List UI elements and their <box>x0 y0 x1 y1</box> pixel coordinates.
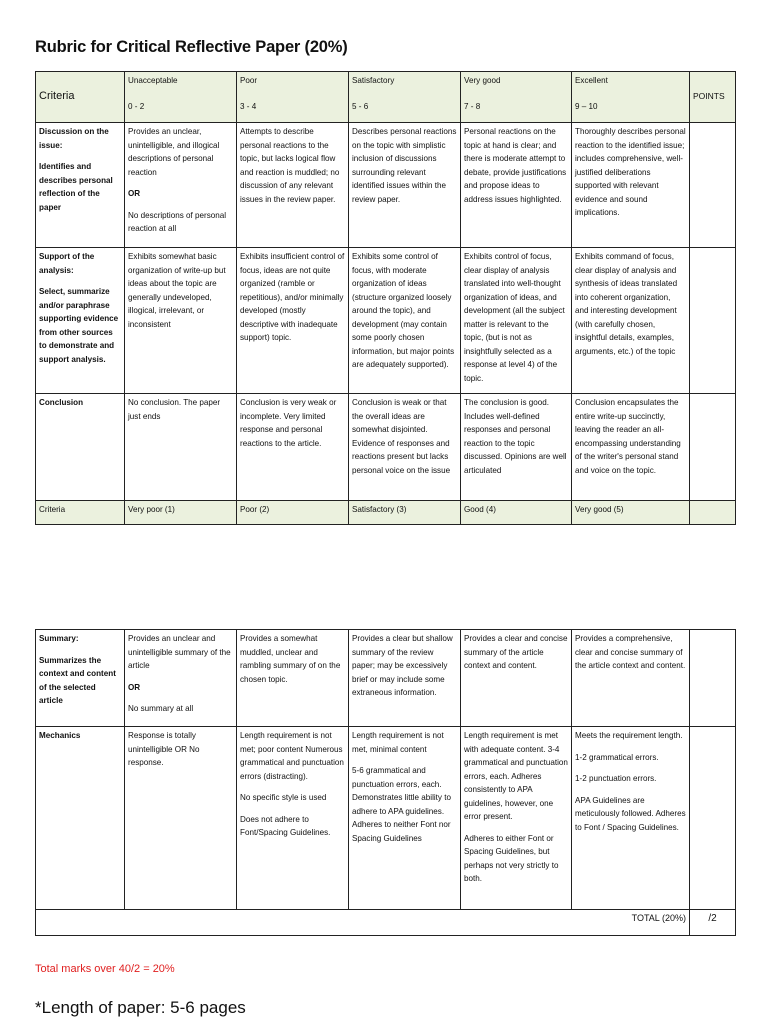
row-summary <box>36 630 736 727</box>
cell-discussion-poor: Attempts to describe personal reactions to the topic, but lacks logical flow and reaction is muddled; no discussion of any relevant issues in the review paper. <box>237 123 349 248</box>
footer-scale-row <box>36 501 736 525</box>
header-level-unacceptable: Unacceptable 0 - 2 <box>125 72 237 123</box>
criterion-discussion: Discussion on the issue: Identifies and describes personal reflection of the paper <box>36 123 125 248</box>
criterion-mechanics: Mechanics <box>36 727 125 910</box>
cell-summary-very-good: Provides a clear and concise summary of the article context and content. <box>461 630 572 727</box>
row-conclusion <box>36 394 736 501</box>
header-level-excellent: Excellent 9 – 10 <box>572 72 690 123</box>
total-marks-note: Total marks over 40/2 = 20% <box>35 963 175 975</box>
cell-conclusion-poor: Conclusion is very weak or incomplete. Very limited response and personal reactions to the article. <box>237 394 349 501</box>
cell-support-satisfactory: Exhibits some control of focus, with moderate organization of ideas (structure organized loosely around the topic), and development (may contain some poorly chosen information, but major points are adequately supported). <box>349 248 461 394</box>
row-discussion <box>36 123 736 248</box>
header-points: POINTS <box>690 72 736 123</box>
cell-summary-unacceptable: Provides an unclear and unintelligible summary of the article OR No summary at all <box>125 630 237 727</box>
footer-level-4: Good (4) <box>461 501 572 525</box>
cell-summary-poor: Provides a somewhat muddled, unclear and rambling summary of on the chosen topic. <box>237 630 349 727</box>
cell-mechanics-satisfactory: Length requirement is not met, minimal content 5-6 grammatical and punctuation errors, each. Demonstrates little ability to adhere to APA guidelines. Adheres to neither Font nor Spacing Guidelines <box>349 727 461 910</box>
header-level-very-good: Very good 7 - 8 <box>461 72 572 123</box>
document-title: Rubric for Critical Reflective Paper (20%) <box>35 38 348 56</box>
header-level-satisfactory: Satisfactory 5 - 6 <box>349 72 461 123</box>
cell-discussion-satisfactory: Describes personal reactions on the topic with simplistic inclusion of discussions surrounding relevant identified issues within the review paper. <box>349 123 461 248</box>
points-support[interactable] <box>690 248 736 394</box>
footer-level-3: Satisfactory (3) <box>349 501 461 525</box>
footer-level-5: Very good (5) <box>572 501 690 525</box>
points-conclusion[interactable] <box>690 394 736 501</box>
cell-mechanics-very-good: Length requirement is met with adequate content. 3-4 grammatical and punctuation errors, each. Adheres consistently to APA guidelines, however, one error present. Adheres to either Font or Spacing Guidelines, but perhaps not very strictly to both. <box>461 727 572 910</box>
total-label: TOTAL (20%) <box>36 910 690 936</box>
points-discussion[interactable] <box>690 123 736 248</box>
header-row <box>36 72 736 123</box>
cell-conclusion-excellent: Conclusion encapsulates the entire write-up succinctly, leaving the reader an all-encompassing understanding of the writer's personal stand and voice on the topic. <box>572 394 690 501</box>
row-total <box>36 910 736 936</box>
length-note: *Length of paper: 5-6 pages <box>35 998 246 1017</box>
points-summary[interactable] <box>690 630 736 727</box>
footer-points-empty <box>690 501 736 525</box>
cell-summary-excellent: Provides a comprehensive, clear and concise summary of the article context and content. <box>572 630 690 727</box>
criterion-conclusion: Conclusion <box>36 394 125 501</box>
header-criteria: Criteria <box>36 72 125 123</box>
row-mechanics <box>36 727 736 910</box>
cell-discussion-unacceptable: Provides an unclear, unintelligible, and illogical descriptions of personal reaction OR No descriptions of personal reaction at all <box>125 123 237 248</box>
rubric-table-secondary <box>35 629 736 936</box>
cell-support-excellent: Exhibits command of focus, clear display of analysis and synthesis of ideas translated into coherent organization, and interesting development (with carefully chosen, insightful details, examples, arguments, etc.) of the topic <box>572 248 690 394</box>
cell-conclusion-very-good: The conclusion is good. Includes well-defined responses and personal reaction to the topic discussed. Opinions are well articulated <box>461 394 572 501</box>
cell-discussion-excellent: Thoroughly describes personal reaction to the identified issue; includes comprehensive, well-justified deliberations supported with relevant evidence and sound implications. <box>572 123 690 248</box>
cell-summary-satisfactory: Provides a clear but shallow summary of the review paper; may be excessively brief or may include some extraneous information. <box>349 630 461 727</box>
cell-support-very-good: Exhibits control of focus, clear display of analysis translated into well-thought organization of ideas, and development (all the subject matter is relevant to the topic, (but is not as insightfully selected as a response at level 4) of the topic. <box>461 248 572 394</box>
footer-criteria: Criteria <box>36 501 125 525</box>
points-mechanics[interactable] <box>690 727 736 910</box>
cell-mechanics-excellent: Meets the requirement length. 1-2 grammatical errors. 1-2 punctuation errors. APA Guidelines are meticulously followed. Adheres to Font / Spacing Guidelines. <box>572 727 690 910</box>
cell-mechanics-poor: Length requirement is not met; poor content Numerous grammatical and punctuation errors (distracting). No specific style is used Does not adhere to Font/Spacing Guidelines. <box>237 727 349 910</box>
row-support <box>36 248 736 394</box>
rubric-table-main <box>35 71 736 525</box>
cell-support-poor: Exhibits insufficient control of focus, ideas are not quite organized (ramble or repetitious), and/or minimally developed (mostly descriptive with inadequate support) topic. <box>237 248 349 394</box>
footer-level-2: Poor (2) <box>237 501 349 525</box>
footer-level-1: Very poor (1) <box>125 501 237 525</box>
cell-mechanics-unacceptable: Response is totally unintelligible OR No response. <box>125 727 237 910</box>
cell-support-unacceptable: Exhibits somewhat basic organization of write-up but ideas about the topic are generally undeveloped, illogical, irrelevant, or inconsistent <box>125 248 237 394</box>
criterion-summary: Summary: Summarizes the context and content of the selected article <box>36 630 125 727</box>
cell-conclusion-unacceptable: No conclusion. The paper just ends <box>125 394 237 501</box>
criterion-support: Support of the analysis: Select, summarize and/or paraphrase supporting evidence from other sources to demonstrate and support analysis. <box>36 248 125 394</box>
header-level-poor: Poor 3 - 4 <box>237 72 349 123</box>
cell-discussion-very-good: Personal reactions on the topic at hand is clear; and there is moderate attempt to debate, provide justifications and propose ideas to address issues highlighted. <box>461 123 572 248</box>
cell-conclusion-satisfactory: Conclusion is weak or that the overall ideas are somewhat disjointed. Evidence of responses and reactions present but lacks personal voice on the issue <box>349 394 461 501</box>
total-value[interactable]: /2 <box>690 910 736 936</box>
